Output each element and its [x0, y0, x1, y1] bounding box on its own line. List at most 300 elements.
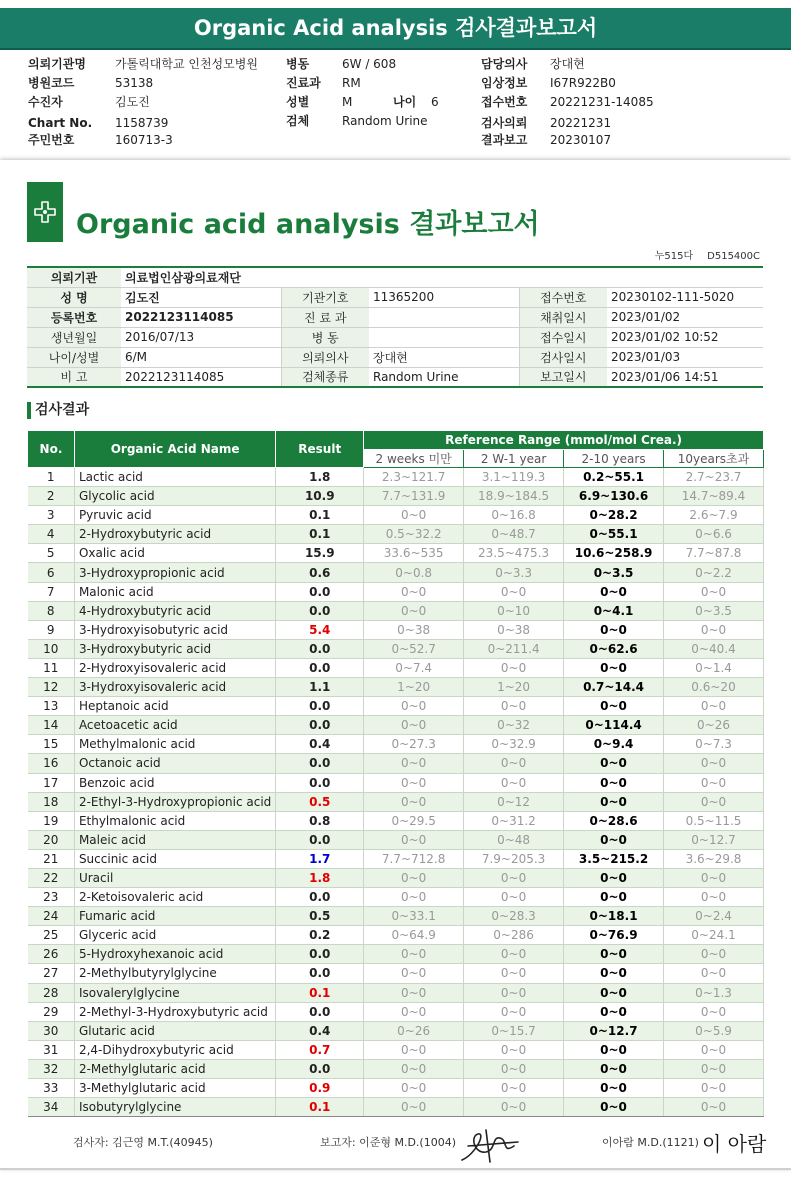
result-value: 1.1 [276, 678, 364, 697]
patient-info-value [369, 307, 519, 327]
reference-range: 0~0 [364, 830, 464, 849]
header-value: 6W / 608 [342, 57, 397, 71]
reference-range: 10.6~258.9 [564, 544, 664, 563]
result-value: 0.4 [276, 1021, 364, 1040]
reference-range: 0~2.4 [664, 907, 764, 926]
header-label: 진료과 [286, 76, 321, 90]
reference-range: 0~0 [664, 754, 764, 773]
reference-range: 0~0 [364, 601, 464, 620]
acid-name: Methylmalonic acid [74, 735, 275, 754]
row-number: 2 [28, 487, 75, 506]
patient-info-value: 6/M [121, 347, 281, 367]
acid-name: Succinic acid [74, 849, 275, 868]
row-number: 3 [28, 506, 75, 525]
reference-range: 0~0 [564, 620, 664, 639]
row-number: 16 [28, 754, 75, 773]
row-number: 1 [28, 468, 75, 487]
reference-range: 0~0 [664, 1002, 764, 1021]
reference-range: 0.2~55.1 [564, 468, 664, 487]
reference-range: 0~0 [564, 773, 664, 792]
reference-range: 0~52.7 [364, 639, 464, 658]
reference-range: 0~0 [364, 888, 464, 907]
reference-range: 0~0 [564, 582, 664, 601]
row-number: 11 [28, 658, 75, 677]
row-number: 21 [28, 849, 75, 868]
patient-info-value: 11365200 [369, 287, 519, 307]
col-header-result: Result [276, 431, 364, 468]
reference-range: 0.5~11.5 [664, 811, 764, 830]
result-value: 0.7 [276, 1040, 364, 1059]
acid-name: Maleic acid [74, 830, 275, 849]
patient-info-row [27, 267, 763, 287]
row-number: 4 [28, 525, 75, 544]
patient-info-value: 20230102-111-5020 [607, 287, 763, 307]
result-value: 0.0 [276, 830, 364, 849]
result-value: 0.1 [276, 506, 364, 525]
header-label: 검사의뢰 [481, 116, 528, 130]
header-label: 검체 [286, 114, 310, 128]
patient-info-row [27, 307, 763, 327]
reference-range: 0~32 [464, 716, 564, 735]
result-value: 0.4 [276, 735, 364, 754]
reference-range: 0~0 [464, 773, 564, 792]
header-value: 6 [431, 95, 439, 109]
acid-name: 2-Hydroxyisovaleric acid [74, 658, 275, 677]
result-row [28, 525, 764, 544]
header-value: RM [342, 76, 361, 90]
col-header-reference: Reference Range (mmol/mol Crea.) [364, 431, 764, 450]
reference-range: 0~38 [464, 620, 564, 639]
reference-range: 0~28.2 [564, 506, 664, 525]
row-number: 19 [28, 811, 75, 830]
reference-range: 3.5~215.2 [564, 849, 664, 868]
reference-range: 0~0 [464, 888, 564, 907]
header-value: 가톨릭대학교 인천성모병원 [115, 57, 258, 71]
reference-range: 0~0 [564, 697, 664, 716]
result-row [28, 907, 764, 926]
banner-rule [0, 48, 791, 50]
result-row [28, 544, 764, 563]
reference-range: 0~0 [364, 773, 464, 792]
reference-range: 0~0 [464, 1079, 564, 1098]
patient-info-value: Random Urine [369, 367, 519, 387]
result-row [28, 678, 764, 697]
reference-range: 0~0 [564, 964, 664, 983]
ref-col-header: 2 weeks 미만 [364, 450, 464, 468]
acid-name: 3-Methylglutaric acid [74, 1079, 275, 1098]
acid-name: 2,4-Dihydroxybutyric acid [74, 1040, 275, 1059]
result-row [28, 1021, 764, 1040]
acid-name: Octanoic acid [74, 754, 275, 773]
row-number: 30 [28, 1021, 75, 1040]
page-bottom-rule [0, 1168, 791, 1170]
row-number: 18 [28, 792, 75, 811]
row-number: 8 [28, 601, 75, 620]
reference-range: 0~0 [564, 945, 664, 964]
reference-range: 0~4.1 [564, 601, 664, 620]
result-row [28, 563, 764, 582]
reference-range: 0~12 [464, 792, 564, 811]
acid-name: 4-Hydroxybutyric acid [74, 601, 275, 620]
reference-range: 0~0 [464, 658, 564, 677]
row-number: 12 [28, 678, 75, 697]
reference-range: 0~0 [364, 964, 464, 983]
patient-info-label: 검체종류 [281, 367, 369, 387]
reference-range: 18.9~184.5 [464, 487, 564, 506]
cross-icon [33, 200, 57, 224]
acid-name: 2-Hydroxybutyric acid [74, 525, 275, 544]
reporter-signature-image [456, 1124, 526, 1168]
reference-range: 7.7~131.9 [364, 487, 464, 506]
report-title: Organic acid analysis 결과보고서 [76, 209, 540, 240]
reference-range: 0~76.9 [564, 926, 664, 945]
patient-info-label: 기관기호 [281, 287, 369, 307]
result-value: 0.0 [276, 1059, 364, 1078]
reference-range: 0~7.3 [664, 735, 764, 754]
patient-info-value: 김도진 [121, 287, 281, 307]
header-label: 나이 [393, 95, 417, 109]
reference-range: 0~26 [664, 716, 764, 735]
result-value: 1.8 [276, 468, 364, 487]
row-number: 20 [28, 830, 75, 849]
reference-range: 0~0 [664, 964, 764, 983]
reference-range: 0~5.9 [664, 1021, 764, 1040]
result-value: 15.9 [276, 544, 364, 563]
reference-range: 0~0 [564, 830, 664, 849]
result-row [28, 468, 764, 487]
reference-range: 0~0 [664, 868, 764, 887]
acid-name: 2-Ethyl-3-Hydroxypropionic acid [74, 792, 275, 811]
reference-range: 23.5~475.3 [464, 544, 564, 563]
acid-name: 2-Methylbutyrylglycine [74, 964, 275, 983]
result-value: 0.0 [276, 601, 364, 620]
reference-range: 0~0 [464, 1040, 564, 1059]
reference-range: 0~0 [564, 983, 664, 1002]
reference-range: 0~12.7 [564, 1021, 664, 1040]
header-info [0, 55, 791, 155]
row-number: 22 [28, 868, 75, 887]
acid-name: Malonic acid [74, 582, 275, 601]
section-title: 검사결과 [27, 402, 89, 419]
acid-name: Ethylmalonic acid [74, 811, 275, 830]
reference-range: 0~48.7 [464, 525, 564, 544]
result-row [28, 926, 764, 945]
patient-info-value: 의료법인삼광의료재단 [121, 267, 763, 287]
row-number: 5 [28, 544, 75, 563]
report-codes [641, 247, 760, 262]
row-number: 15 [28, 735, 75, 754]
acid-name: Benzoic acid [74, 773, 275, 792]
header-value: Random Urine [342, 114, 428, 128]
reference-range: 0~0 [464, 868, 564, 887]
row-number: 25 [28, 926, 75, 945]
patient-info-value [369, 327, 519, 347]
patient-info-label: 보고일시 [519, 367, 607, 387]
reference-range: 7.7~712.8 [364, 849, 464, 868]
reference-range: 0~0 [364, 506, 464, 525]
reference-range: 0~10 [464, 601, 564, 620]
patient-info-row [27, 287, 763, 307]
reference-range: 0~0 [364, 1098, 464, 1117]
header-label: 의뢰기관명 [28, 57, 86, 71]
acid-name: 2-Ketoisovaleric acid [74, 888, 275, 907]
acid-name: Fumaric acid [74, 907, 275, 926]
patient-info-value: 2023/01/03 [607, 347, 763, 367]
patient-info-label: 접수일시 [519, 327, 607, 347]
reference-range: 0~38 [364, 620, 464, 639]
reference-range: 1~20 [464, 678, 564, 697]
reporter-signature-label: 보고자: 이준형 M.D.(1004) [320, 1136, 456, 1149]
row-number: 29 [28, 1002, 75, 1021]
result-value: 0.0 [276, 697, 364, 716]
reference-range: 0~0 [464, 1098, 564, 1117]
reference-range: 0~7.4 [364, 658, 464, 677]
report-code: D515400C [707, 251, 760, 262]
result-value: 0.6 [276, 563, 364, 582]
reference-range: 0~0 [364, 1040, 464, 1059]
result-value: 0.0 [276, 888, 364, 907]
reference-range: 0~0 [664, 1079, 764, 1098]
reference-range: 0~0 [664, 582, 764, 601]
reference-range: 0~0 [664, 1098, 764, 1117]
header-value: 1158739 [115, 116, 169, 130]
reference-range: 0~0 [664, 773, 764, 792]
acid-name: 3-Hydroxyisovaleric acid [74, 678, 275, 697]
acid-name: 2-Methyl-3-Hydroxybutyric acid [74, 1002, 275, 1021]
result-value: 10.9 [276, 487, 364, 506]
row-number: 9 [28, 620, 75, 639]
result-value: 0.1 [276, 983, 364, 1002]
reference-range: 0~0 [564, 868, 664, 887]
patient-info-value: 2023/01/02 10:52 [607, 327, 763, 347]
report-banner: Organic Acid analysis 검사결과보고서 [0, 8, 791, 48]
reference-range: 0~0 [464, 754, 564, 773]
reference-range: 0~0 [664, 1059, 764, 1078]
reference-range: 1~20 [364, 678, 464, 697]
report-logo [27, 182, 63, 242]
reference-range: 2.3~121.7 [364, 468, 464, 487]
acid-name: Glutaric acid [74, 1021, 275, 1040]
reference-range: 0~2.2 [664, 563, 764, 582]
patient-info-row [27, 347, 763, 367]
result-value: 0.0 [276, 716, 364, 735]
reference-range: 0~0 [464, 945, 564, 964]
reference-range: 0~55.1 [564, 525, 664, 544]
ref-col-header: 10years초과 [664, 450, 764, 468]
row-number: 14 [28, 716, 75, 735]
reference-range: 0~62.6 [564, 639, 664, 658]
header-value: 20221231 [550, 116, 612, 130]
header-label: 병원코드 [28, 76, 75, 90]
row-number: 31 [28, 1040, 75, 1059]
reference-range: 0~0 [564, 1002, 664, 1021]
result-row [28, 811, 764, 830]
row-number: 33 [28, 1079, 75, 1098]
row-number: 23 [28, 888, 75, 907]
reference-range: 6.9~130.6 [564, 487, 664, 506]
ref-col-header: 2-10 years [564, 450, 664, 468]
reference-range: 0~0 [664, 945, 764, 964]
reference-range: 0~0 [564, 888, 664, 907]
reference-range: 0~0 [564, 1079, 664, 1098]
reference-range: 0~0 [564, 754, 664, 773]
result-row [28, 487, 764, 506]
patient-info-label: 나이/성별 [27, 347, 121, 367]
reference-range: 0~0 [364, 983, 464, 1002]
result-value: 0.0 [276, 754, 364, 773]
reference-range: 0~1.4 [664, 658, 764, 677]
reference-range: 0~211.4 [464, 639, 564, 658]
header-value: 160713-3 [115, 133, 173, 147]
reference-range: 2.6~7.9 [664, 506, 764, 525]
result-row [28, 830, 764, 849]
reference-range: 0~33.1 [364, 907, 464, 926]
header-label: 병동 [286, 57, 310, 71]
reference-range: 0~0 [564, 658, 664, 677]
header-value: I67R922B0 [550, 76, 616, 90]
doctor-signature-label: 이아람 M.D.(1121) [602, 1136, 699, 1149]
row-number: 34 [28, 1098, 75, 1117]
reference-range: 0~286 [464, 926, 564, 945]
reference-range: 0~1.3 [664, 983, 764, 1002]
reference-range: 0~0 [664, 697, 764, 716]
header-value: 20230107 [550, 133, 612, 147]
acid-name: Uracil [74, 868, 275, 887]
patient-info-label: 진 료 과 [281, 307, 369, 327]
patient-info-label: 비 고 [27, 367, 121, 387]
patient-info-label: 의뢰의사 [281, 347, 369, 367]
result-row [28, 716, 764, 735]
patient-info-label: 등록번호 [27, 307, 121, 327]
row-number: 32 [28, 1059, 75, 1078]
acid-name: 3-Hydroxybutyric acid [74, 639, 275, 658]
header-value: 53138 [115, 76, 154, 90]
header-label: 접수번호 [481, 95, 528, 109]
col-header-name: Organic Acid Name [74, 431, 275, 468]
reference-range: 0~12.7 [664, 830, 764, 849]
reference-range: 0~0 [564, 1098, 664, 1117]
result-row [28, 773, 764, 792]
header-label: 주민번호 [28, 133, 75, 147]
header-label: 성별 [286, 95, 310, 109]
reference-range: 0~0 [564, 792, 664, 811]
patient-info-label: 검사일시 [519, 347, 607, 367]
reference-range: 0~24.1 [664, 926, 764, 945]
results-table [27, 430, 764, 1117]
row-number: 13 [28, 697, 75, 716]
reference-range: 0~0 [664, 792, 764, 811]
patient-info-row [27, 367, 763, 387]
result-row [28, 1002, 764, 1021]
row-number: 6 [28, 563, 75, 582]
result-row [28, 735, 764, 754]
result-value: 0.8 [276, 811, 364, 830]
reference-range: 0~0 [564, 1059, 664, 1078]
acid-name: Oxalic acid [74, 544, 275, 563]
acid-name: Glyceric acid [74, 926, 275, 945]
reference-range: 0~0 [564, 1040, 664, 1059]
result-value: 0.2 [276, 926, 364, 945]
ref-col-header: 2 W-1 year [464, 450, 564, 468]
reference-range: 3.6~29.8 [664, 849, 764, 868]
report-code: 누515다 [654, 251, 694, 262]
reference-range: 0~3.3 [464, 563, 564, 582]
result-row [28, 792, 764, 811]
result-value: 0.1 [276, 525, 364, 544]
acid-name: 5-Hydroxyhexanoic acid [74, 945, 275, 964]
reference-range: 0.5~32.2 [364, 525, 464, 544]
patient-info-value: 장대현 [369, 347, 519, 367]
result-row [28, 945, 764, 964]
reference-range: 2.7~23.7 [664, 468, 764, 487]
reference-range: 0~0 [364, 868, 464, 887]
result-row [28, 506, 764, 525]
reference-range: 0~114.4 [564, 716, 664, 735]
result-row [28, 658, 764, 677]
tester-signature-label: 검사자: 김근영 M.T.(40945) [73, 1136, 213, 1149]
reference-range: 0~0 [364, 792, 464, 811]
reference-range: 0~31.2 [464, 811, 564, 830]
row-number: 7 [28, 582, 75, 601]
header-value: 김도진 [115, 95, 150, 109]
reference-range: 0~0 [364, 1002, 464, 1021]
reference-range: 0~48 [464, 830, 564, 849]
reference-range: 33.6~535 [364, 544, 464, 563]
patient-info-row [27, 327, 763, 347]
result-value: 0.0 [276, 964, 364, 983]
reference-range: 3.1~119.3 [464, 468, 564, 487]
result-row [28, 697, 764, 716]
acid-name: 3-Hydroxyisobutyric acid [74, 620, 275, 639]
result-row [28, 582, 764, 601]
reference-range: 0~9.4 [564, 735, 664, 754]
reference-range: 0~0 [664, 1040, 764, 1059]
row-number: 27 [28, 964, 75, 983]
patient-info-label: 의뢰기관 [27, 267, 121, 287]
reference-range: 0~0 [364, 582, 464, 601]
result-value: 0.0 [276, 945, 364, 964]
result-value: 0.1 [276, 1098, 364, 1117]
result-value: 0.9 [276, 1079, 364, 1098]
patient-info-label: 성 명 [27, 287, 121, 307]
acid-name: Heptanoic acid [74, 697, 275, 716]
reference-range: 0~0 [364, 754, 464, 773]
reference-range: 0~26 [364, 1021, 464, 1040]
reference-range: 0~0 [464, 1059, 564, 1078]
reference-range: 0~0 [464, 964, 564, 983]
reference-range: 0~6.6 [664, 525, 764, 544]
result-row [28, 601, 764, 620]
result-row [28, 1098, 764, 1117]
result-value: 5.4 [276, 620, 364, 639]
result-row [28, 620, 764, 639]
acid-name: Lactic acid [74, 468, 275, 487]
acid-name: Isovalerylglycine [74, 983, 275, 1002]
result-row [28, 1040, 764, 1059]
row-number: 10 [28, 639, 75, 658]
patient-info-value: 2023/01/06 14:51 [607, 367, 763, 387]
header-label: 결과보고 [481, 133, 528, 147]
reference-range: 0~29.5 [364, 811, 464, 830]
result-value: 0.0 [276, 1002, 364, 1021]
acid-name: Glycolic acid [74, 487, 275, 506]
patient-info-value: 2016/07/13 [121, 327, 281, 347]
row-number: 26 [28, 945, 75, 964]
reference-range: 0~0 [364, 716, 464, 735]
row-number: 28 [28, 983, 75, 1002]
header-value: 장대현 [550, 57, 585, 71]
reference-range: 0.6~20 [664, 678, 764, 697]
